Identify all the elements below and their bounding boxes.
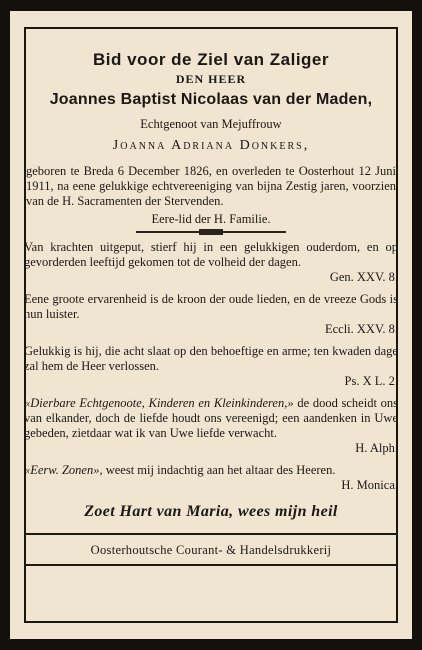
printer-credit: Oosterhoutsche Courant- & Handelsdrukkerij bbox=[90, 543, 332, 557]
quote-text-2: Eene groote ervarenheid is de kroon der oude lieden, en de vreeze Gods is hun luister. bbox=[24, 292, 398, 321]
closing-prayer: Zoet Hart van Maria, wees mijn heil bbox=[84, 503, 338, 520]
quote-ref-4: H. Alph. bbox=[355, 441, 398, 455]
card-content bbox=[24, 40, 398, 566]
den-heer-label: DEN HEER bbox=[175, 72, 247, 86]
deceased-name: Joannes Baptist Nicolaas van der Maden, bbox=[49, 91, 373, 108]
quote-block-2 bbox=[24, 292, 398, 337]
quote-block-5 bbox=[24, 463, 398, 493]
quote-text-4 bbox=[24, 396, 398, 441]
quote-text-3: Gelukkig is hij, die acht slaat op den behoeftige en arme; ten kwaden dage zal hem de Heer verlossen. bbox=[24, 344, 398, 373]
quote-ref-5: H. Monica. bbox=[341, 478, 398, 492]
biography: geboren te Breda 6 December 1826, en overleden te Oosterhout 12 Juni 1911, na eene gelukkige echtvereeniging van bijna Zestig jaren, voorzien van de H. Sacramenten der Stervenden. bbox=[26, 164, 396, 208]
quote-4-address: «Dierbare Echtgenoote, Kinderen en Kleinkinderen,» bbox=[24, 396, 294, 410]
quote-text-1: Van krachten uitgeput, stierf hij in een gelukkigen ouderdom, en op gevorderden leeftijd gekomen tot de volheid der dagen. bbox=[24, 240, 398, 269]
divider-rule bbox=[136, 231, 286, 233]
bottom-rule-bottom bbox=[24, 564, 398, 566]
bottom-rule-top bbox=[24, 533, 398, 535]
quote-4-body: de dood scheidt ons van elkander, doch de liefde houdt ons vereenigd; een aandenken in Uwe gebeden, zietdaar wat ik van Uwe liefde verwacht. bbox=[24, 396, 398, 440]
quote-block-1 bbox=[24, 240, 398, 285]
honorary-membership: Eere-lid der H. Familie. bbox=[151, 212, 271, 226]
quote-5-body: weest mij indachtig aan het altaar des Heeren. bbox=[102, 463, 336, 477]
quote-5-address: «Eerw. Zonen», bbox=[24, 463, 103, 477]
quote-ref-3: Ps. X L. 2. bbox=[344, 374, 398, 388]
quote-block-3 bbox=[24, 344, 398, 389]
quote-ref-1: Gen. XXV. 8. bbox=[329, 270, 398, 284]
card-title: Bid voor de Ziel van Zaliger bbox=[93, 50, 329, 69]
quote-ref-2: Eccli. XXV. 8. bbox=[324, 322, 398, 336]
quote-text-5 bbox=[24, 463, 398, 478]
quote-block-4 bbox=[24, 396, 398, 456]
spouse-name: Joanna Adriana Donkers, bbox=[112, 138, 310, 153]
spouse-label: Echtgenoot van Mejuffrouw bbox=[140, 117, 282, 131]
